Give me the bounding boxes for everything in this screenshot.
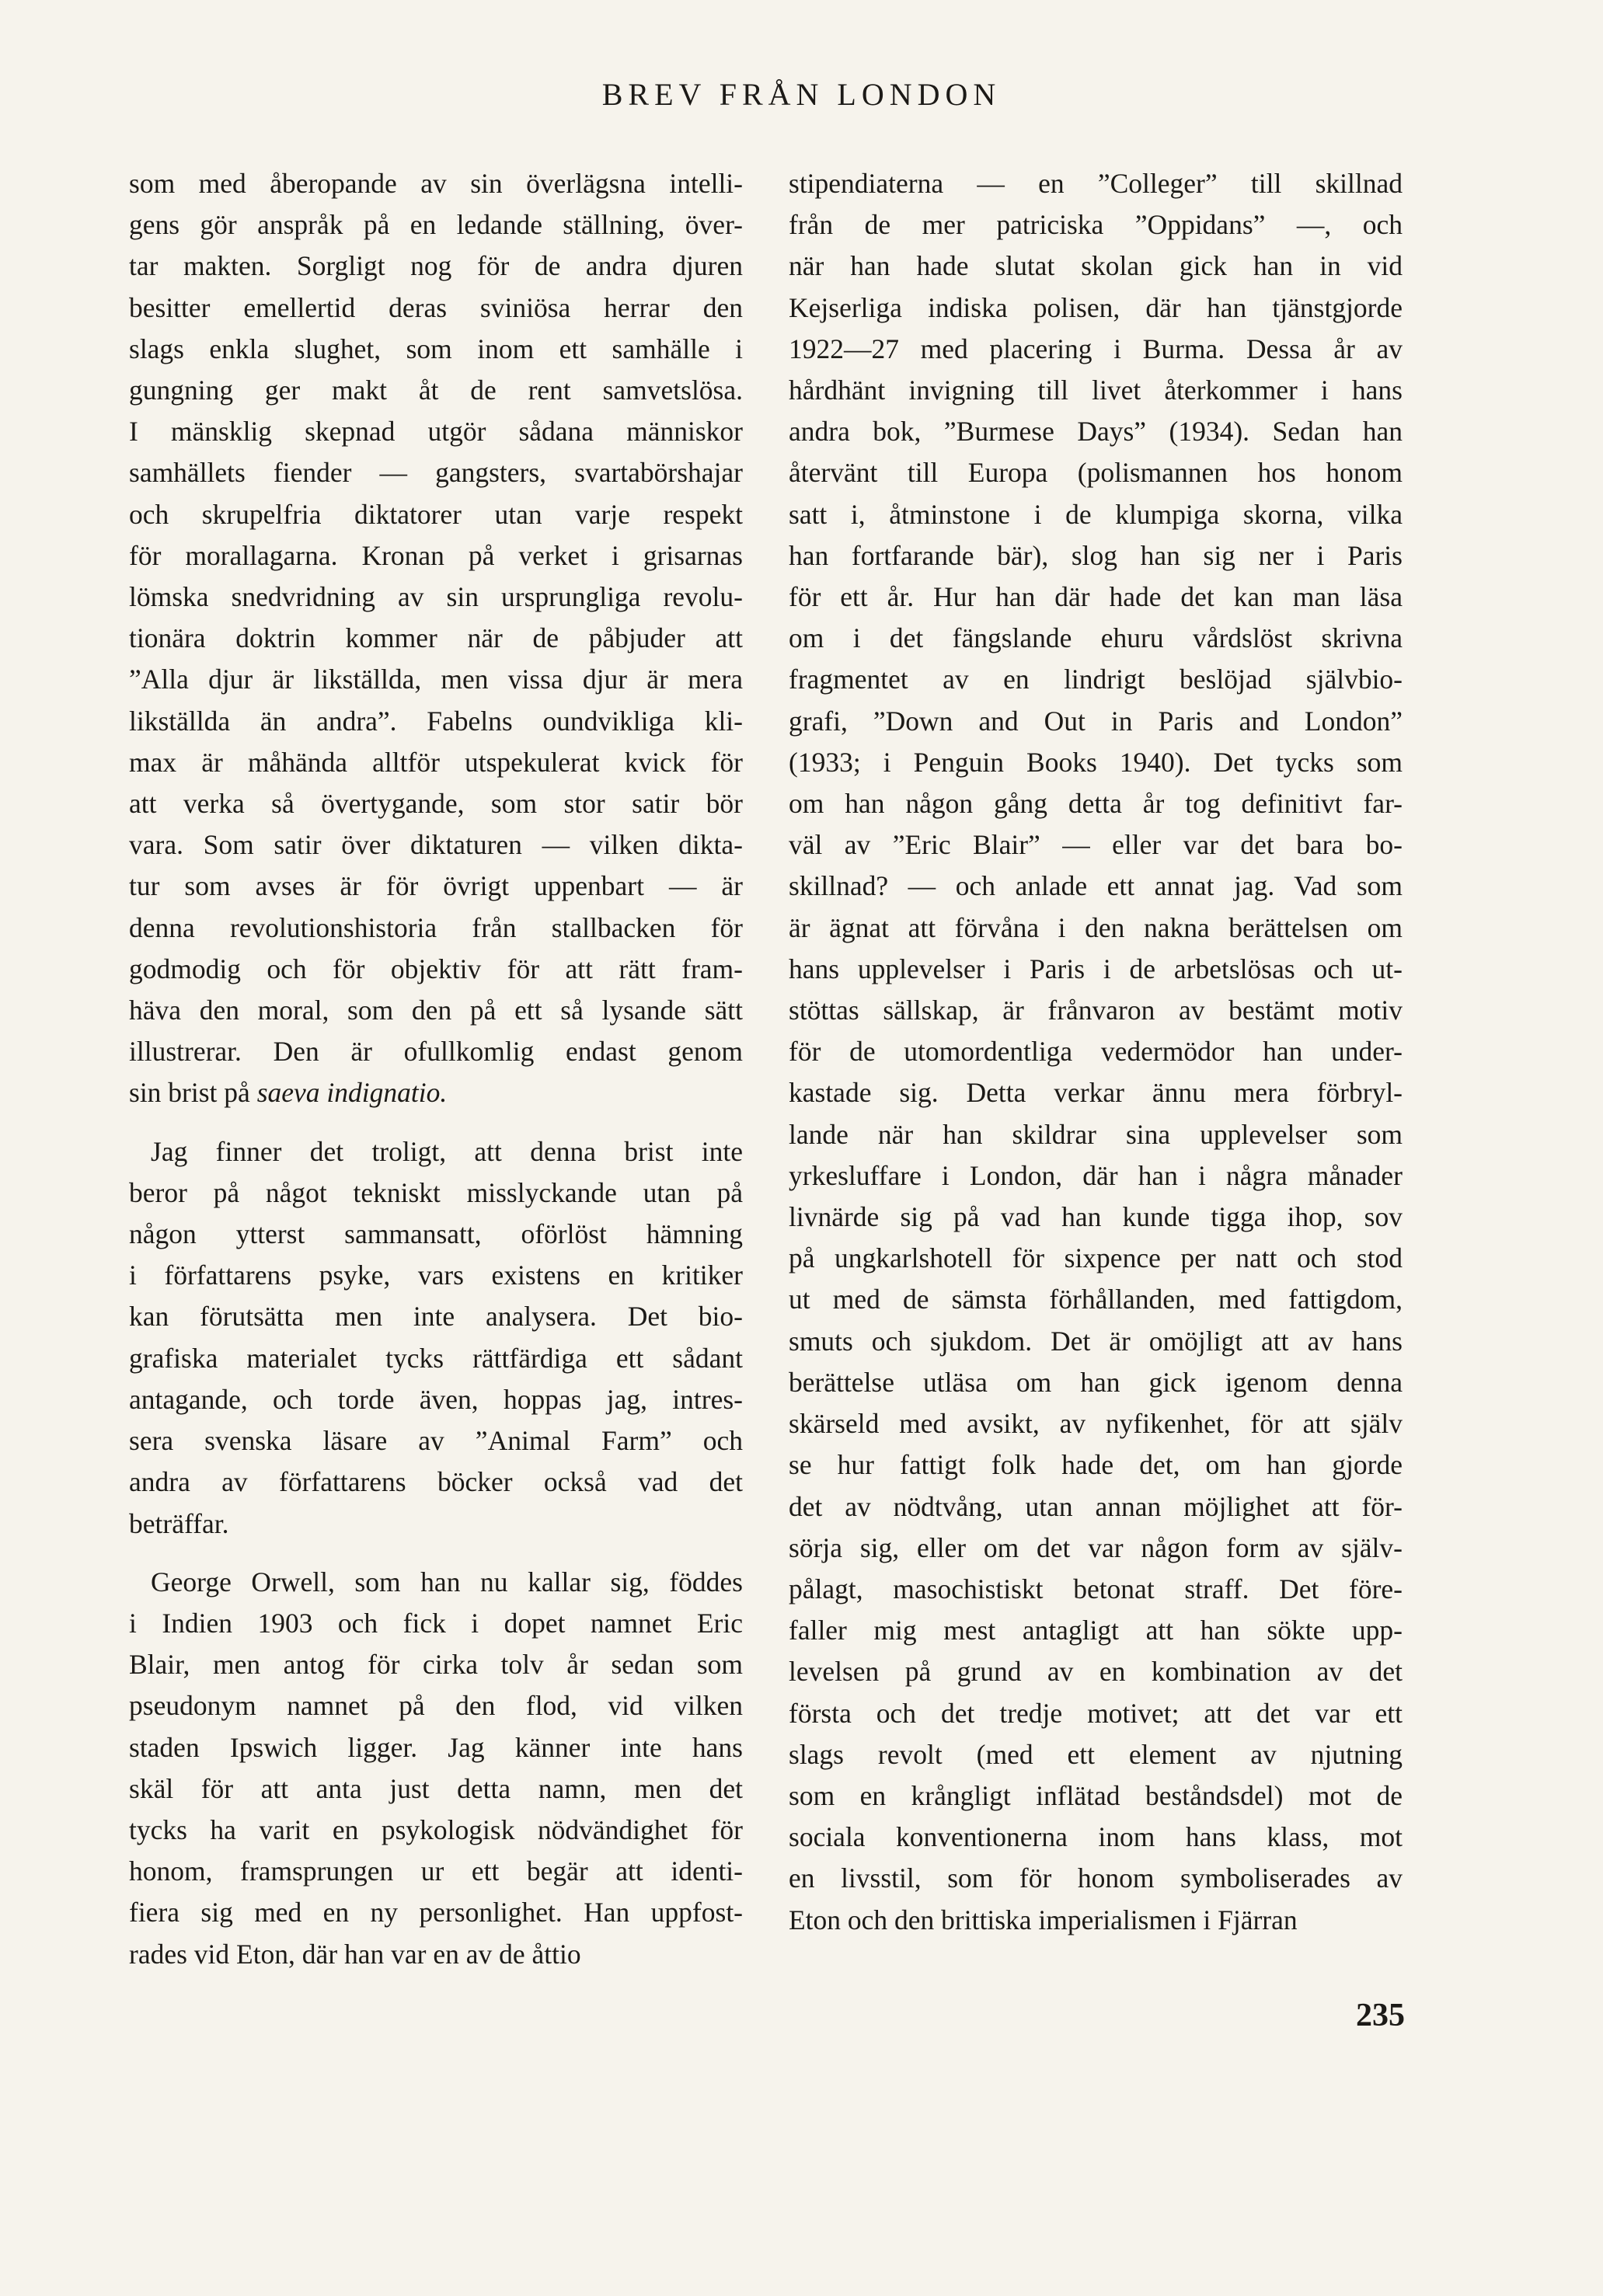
text-line: max är måhända alltför utspekulerat kvick för bbox=[129, 746, 743, 778]
italic-phrase: saeva indignatio. bbox=[256, 1077, 448, 1109]
text-line: tycks ha varit en psykologisk nödvändighet för bbox=[129, 1813, 743, 1845]
text-line: gens gör anspråk på en ledande ställning, över- bbox=[129, 209, 743, 241]
text-line: skäl för att anta just detta namn, men det bbox=[129, 1772, 743, 1804]
text-line: tionära doktrin kommer när de påbjuder att bbox=[129, 622, 743, 654]
text-line: lande när han skildrar sina upplevelser som bbox=[789, 1118, 1403, 1150]
paragraph bbox=[129, 1131, 743, 1545]
text-line: slags enkla slughet, som inom ett samhälle i bbox=[129, 333, 743, 364]
text-line: I mänsklig skepnad utgör sådana människor bbox=[129, 416, 743, 448]
text-line: Jag finner det troligt, att denna brist inte bbox=[151, 1135, 743, 1167]
text-line: i Indien 1903 och fick i dopet namnet Eric bbox=[129, 1607, 743, 1639]
text-line: stöttas sällskap, är frånvaron av bestämt motiv bbox=[789, 995, 1403, 1026]
paragraph bbox=[129, 163, 743, 1114]
text-line: tur som avses är för övrigt uppenbart — är bbox=[129, 870, 743, 902]
text-line: likställda än andra”. Fabelns oundvikliga kli- bbox=[129, 705, 743, 737]
text-line: se hur fattigt folk hade det, om han gjorde bbox=[789, 1449, 1403, 1481]
text-line: grafi, ”Down and Out in Paris and London” bbox=[789, 705, 1403, 737]
text-line: pålagt, masochistiskt betonat straff. Det före- bbox=[789, 1573, 1403, 1604]
text-line: skärseld med avsikt, av nyfikenhet, för att själv bbox=[789, 1408, 1403, 1440]
text-line: hans upplevelser i Paris i de arbetslösas och ut- bbox=[789, 953, 1403, 984]
text-line: sörja sig, eller om det var någon form av själv- bbox=[789, 1531, 1403, 1563]
text-line: Kejserliga indiska polisen, där han tjänstgjorde bbox=[789, 291, 1403, 323]
text-line: kastade sig. Detta verkar ännu mera förbryl- bbox=[789, 1077, 1403, 1109]
paragraph bbox=[129, 1562, 743, 1975]
text-line: om han någon gång detta år tog definitivt far- bbox=[789, 788, 1403, 820]
text-line: för ett år. Hur han där hade det kan man läsa bbox=[789, 581, 1403, 613]
text-line: gungning ger makt åt de rent samvetslösa. bbox=[129, 375, 743, 406]
text-line: denna revolutionshistoria från stallbacken för bbox=[129, 911, 743, 943]
right-text-column bbox=[789, 163, 1403, 1941]
text-line: som en krångligt inflätad beståndsdel) mot de bbox=[789, 1779, 1403, 1811]
text-line: beror på något tekniskt misslyckande utan på bbox=[129, 1176, 743, 1208]
text-line bbox=[129, 1072, 743, 1113]
text-line: faller mig mest antagligt att han sökte upp- bbox=[789, 1615, 1403, 1646]
text-line: när han hade slutat skolan gick han in vid bbox=[789, 250, 1403, 282]
text-line: återvänt till Europa (polismannen hos honom bbox=[789, 457, 1403, 489]
text-line: slags revolt (med ett element av njutning bbox=[789, 1738, 1403, 1770]
text-line: ut med de sämsta förhållanden, med fattigdom, bbox=[789, 1284, 1403, 1315]
text-line: sociala konventionerna inom hans klass, mot bbox=[789, 1821, 1403, 1853]
text-line: sera svenska läsare av ”Animal Farm” och bbox=[129, 1425, 743, 1457]
left-text-column bbox=[129, 163, 743, 1975]
text-line: smuts och sjukdom. Det är omöjligt att av hans bbox=[789, 1325, 1403, 1357]
text-line: godmodig och för objektiv för att rätt fram- bbox=[129, 953, 743, 984]
text-line: i författarens psyke, vars existens en kritiker bbox=[129, 1259, 743, 1291]
text-line: Blair, men antog för cirka tolv år sedan som bbox=[129, 1649, 743, 1681]
text-line: grafiska materialet tycks rättfärdiga ett sådant bbox=[129, 1342, 743, 1374]
text-line: för morallagarna. Kronan på verket i grisarnas bbox=[129, 539, 743, 571]
text-line: andra av författarens böcker också vad det bbox=[129, 1466, 743, 1498]
text-line: livnärde sig på vad han kunde tigga ihop, sov bbox=[789, 1201, 1403, 1233]
text-line: rades vid Eton, där han var en av de åttio bbox=[129, 1938, 581, 1970]
page-number: 235 bbox=[1356, 1998, 1405, 2033]
text-line: väl av ”Eric Blair” — eller var det bara bo- bbox=[789, 829, 1403, 861]
running-header: BREV FRÅN LONDON bbox=[601, 77, 1002, 112]
text-line: andra bok, ”Burmese Days” (1934). Sedan han bbox=[789, 416, 1403, 448]
text-line: kan förutsätta men inte analysera. Det bio- bbox=[129, 1301, 743, 1333]
text-line: fiera sig med en ny personlighet. Han uppfost- bbox=[129, 1897, 743, 1928]
text-line: honom, framsprungen ur ett begär att identi- bbox=[129, 1855, 743, 1887]
text-line: levelsen på grund av en kombination av det bbox=[789, 1656, 1403, 1688]
text-fragment: sin brist på bbox=[129, 1077, 257, 1109]
text-line: och skrupelfria diktatorer utan varje respekt bbox=[129, 498, 743, 530]
text-line: George Orwell, som han nu kallar sig, föddes bbox=[151, 1566, 743, 1597]
text-line: hårdhänt invigning till livet återkommer i hans bbox=[789, 375, 1403, 406]
text-line: stipendiaterna — en ”Colleger” till skillnad bbox=[789, 168, 1403, 199]
text-line: som med åberopande av sin överlägsna intelli- bbox=[129, 168, 743, 199]
text-line: fragmentet av en lindrigt beslöjad självbio- bbox=[789, 664, 1403, 695]
paragraph bbox=[789, 163, 1403, 1941]
text-line: en livsstil, som för honom symboliserades av bbox=[789, 1862, 1403, 1894]
text-line: att verka så övertygande, som stor satir bör bbox=[129, 788, 743, 820]
text-line: staden Ipswich ligger. Jag känner inte hans bbox=[129, 1731, 743, 1763]
text-line: på ungkarlshotell för sixpence per natt och stod bbox=[789, 1242, 1403, 1274]
text-line: ”Alla djur är likställda, men vissa djur är mera bbox=[129, 664, 743, 695]
text-line: beträffar. bbox=[129, 1507, 229, 1539]
text-line: är ägnat att förvåna i den nakna berättelsen om bbox=[789, 911, 1403, 943]
text-line: Eton och den brittiska imperialismen i Fjärran bbox=[789, 1904, 1298, 1935]
text-line: vara. Som satir över diktaturen — vilken dikta- bbox=[129, 829, 743, 861]
text-line: samhällets fiender — gangsters, svartabörshajar bbox=[129, 457, 743, 489]
text-line: antagande, och torde även, hoppas jag, intres- bbox=[129, 1383, 743, 1415]
text-line: illustrerar. Den är ofullkomlig endast genom bbox=[129, 1036, 743, 1068]
text-line: berättelse utläsa om han gick igenom denna bbox=[789, 1366, 1403, 1398]
text-line: pseudonym namnet på den flod, vid vilken bbox=[129, 1690, 743, 1722]
text-line: besitter emellertid deras sviniösa herrar den bbox=[129, 291, 743, 323]
text-line: från de mer patriciska ”Oppidans” —, och bbox=[789, 209, 1403, 241]
text-line: (1933; i Penguin Books 1940). Det tycks som bbox=[789, 746, 1403, 778]
text-line: tar makten. Sorgligt nog för de andra djuren bbox=[129, 250, 743, 282]
text-line: 1922—27 med placering i Burma. Dessa år av bbox=[789, 333, 1403, 364]
text-line: någon ytterst sammansatt, oförlöst hämning bbox=[129, 1218, 743, 1250]
text-line: om i det fängslande ehuru vårdslöst skrivna bbox=[789, 622, 1403, 654]
text-line: satt i, åtminstone i de klumpiga skorna, vilka bbox=[789, 498, 1403, 530]
text-line: han fortfarande bär), slog han sig ner i Paris bbox=[789, 539, 1403, 571]
text-line: första och det tredje motivet; att det var ett bbox=[789, 1697, 1403, 1729]
text-line: för de utomordentliga vedermödor han under- bbox=[789, 1036, 1403, 1068]
text-line: skillnad? — och anlade ett annat jag. Vad som bbox=[789, 870, 1403, 902]
text-line: lömska snedvridning av sin ursprungliga revolu- bbox=[129, 581, 743, 613]
text-line: det av nödtvång, utan annan möjlighet att för- bbox=[789, 1490, 1403, 1522]
text-line: yrkesluffare i London, där han i några månader bbox=[789, 1159, 1403, 1191]
text-line: häva den moral, som den på ett så lysande sätt bbox=[129, 995, 743, 1026]
